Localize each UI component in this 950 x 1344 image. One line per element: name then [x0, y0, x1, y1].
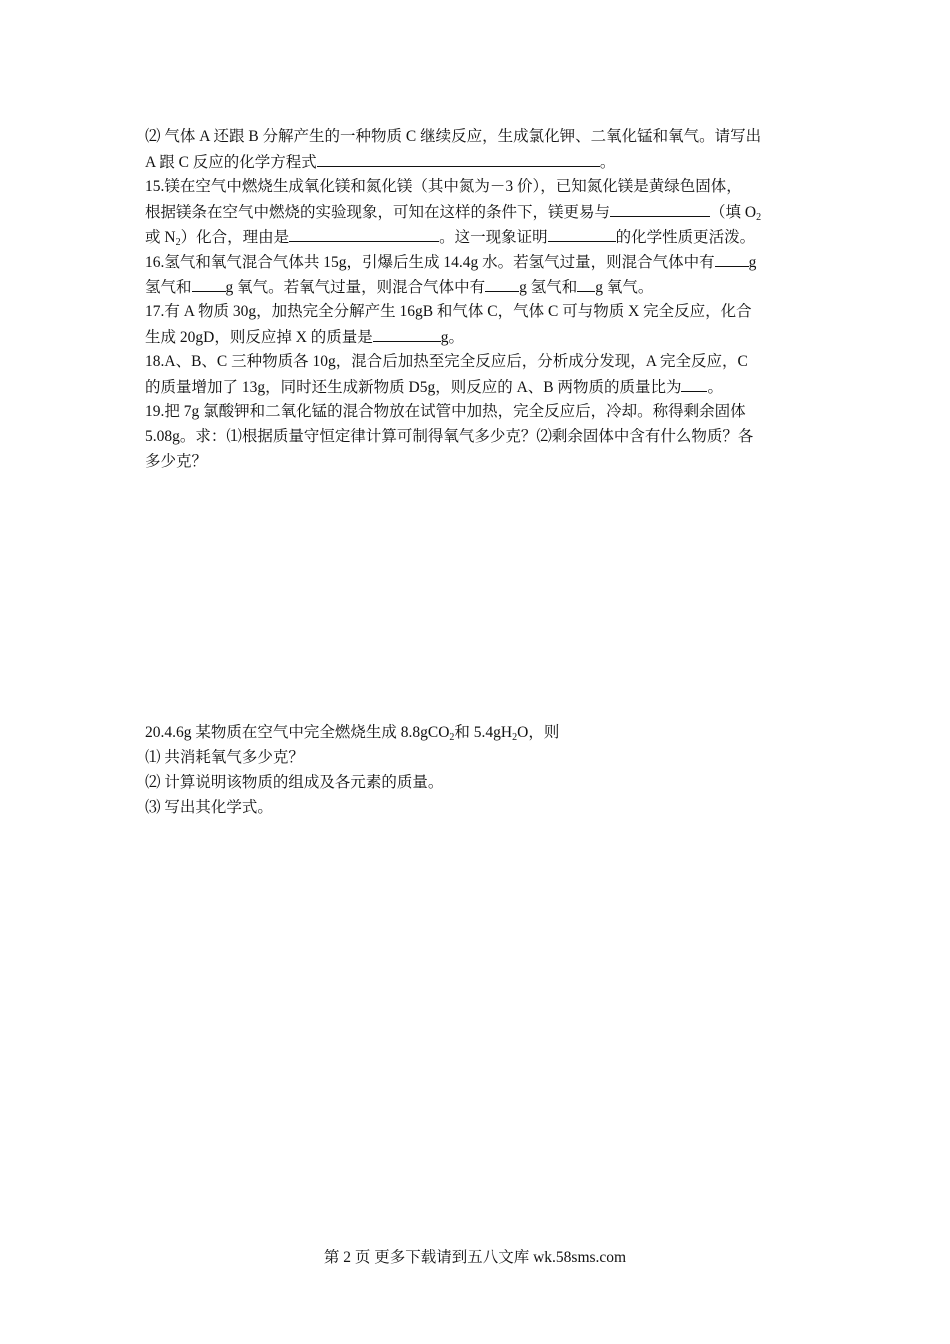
- answer-blank[interactable]: [610, 201, 710, 217]
- answer-blank[interactable]: [485, 276, 519, 292]
- answer-blank[interactable]: [681, 376, 707, 392]
- answer-blank[interactable]: [373, 326, 441, 342]
- q20-item-1: ⑴ 共消耗氧气多少克？: [145, 749, 304, 766]
- page-footer: 第 2 页 更多下载请到五八文库 wk.58sms.com: [323, 1249, 627, 1266]
- q19-line-1: 19.把 7g 氯酸钾和二氧化锰的混合物放在试管中加热，完全反应后，冷却。称得剩余固体: [145, 403, 746, 420]
- q15-line-1: 15.镁在空气中燃烧生成氧化镁和氮化镁（其中氮为－3 价），已知氮化镁是黄绿色固体，: [145, 178, 742, 195]
- q15-line-2: 根据镁条在空气中燃烧的实验现象，可知在这样的条件下，镁更易与 （填 $O_2$: [145, 201, 815, 224]
- q17-line-2: 生成 20gD，则反应掉 X 的质量是 g。: [145, 326, 815, 349]
- answer-blank[interactable]: [715, 251, 749, 267]
- q15-line-3: 或 $N_2$）化合，理由是 。这一现象证明 的化学性质更活泼。: [145, 226, 815, 249]
- q19-line-3: 多少克？: [145, 453, 208, 470]
- q14-line-2: A 跟 C 反应的化学方程式 。: [145, 151, 815, 174]
- answer-blank[interactable]: [192, 276, 226, 292]
- q18-line-2: 的质量增加了 13g，同时还生成新物质 D5g，则反应的 A、B 两物质的质量比为 。: [145, 376, 815, 399]
- answer-blank[interactable]: [317, 151, 600, 167]
- q19-line-2: 5.08g。求：⑴根据质量守恒定律计算可制得氧气多少克？⑵剩余固体中含有什么物质？各: [145, 428, 754, 445]
- q16-line-1: 16.氢气和氧气混合气体共 15g，引爆后生成 14.4g 水。若氢气过量，则混合气体中有 g: [145, 251, 815, 274]
- answer-blank[interactable]: [577, 276, 595, 292]
- q14-line-1: ⑵ 气体 A 还跟 B 分解产生的一种物质 C 继续反应，生成氯化钾、二氧化锰和氧气。请写出: [145, 128, 762, 145]
- q17-line-1: 17.有 A 物质 30g，加热完全分解产生 16gB 和气体 C，气体 C 可与物质 X 完全反应，化合: [145, 303, 752, 320]
- q20-item-3: ⑶ 写出其化学式。: [145, 799, 273, 816]
- answer-blank[interactable]: [548, 226, 616, 242]
- q18-line-1: 18.A、B、C 三种物质各 10g，混合后加热至完全反应后，分析成分发现，A 完全反应，C: [145, 353, 748, 370]
- q20-line-1: 20.4.6g 某物质在空气中完全燃烧生成 8.8gCO$_2$和 $5.4gH_2O$，则: [145, 724, 560, 743]
- q20-item-2: ⑵ 计算说明该物质的组成及各元素的质量。: [145, 774, 444, 791]
- answer-blank[interactable]: [289, 226, 439, 242]
- q16-line-2: 氢气和 g 氧气。若氧气过量，则混合气体中有 g 氢气和 g 氧气。: [145, 276, 815, 299]
